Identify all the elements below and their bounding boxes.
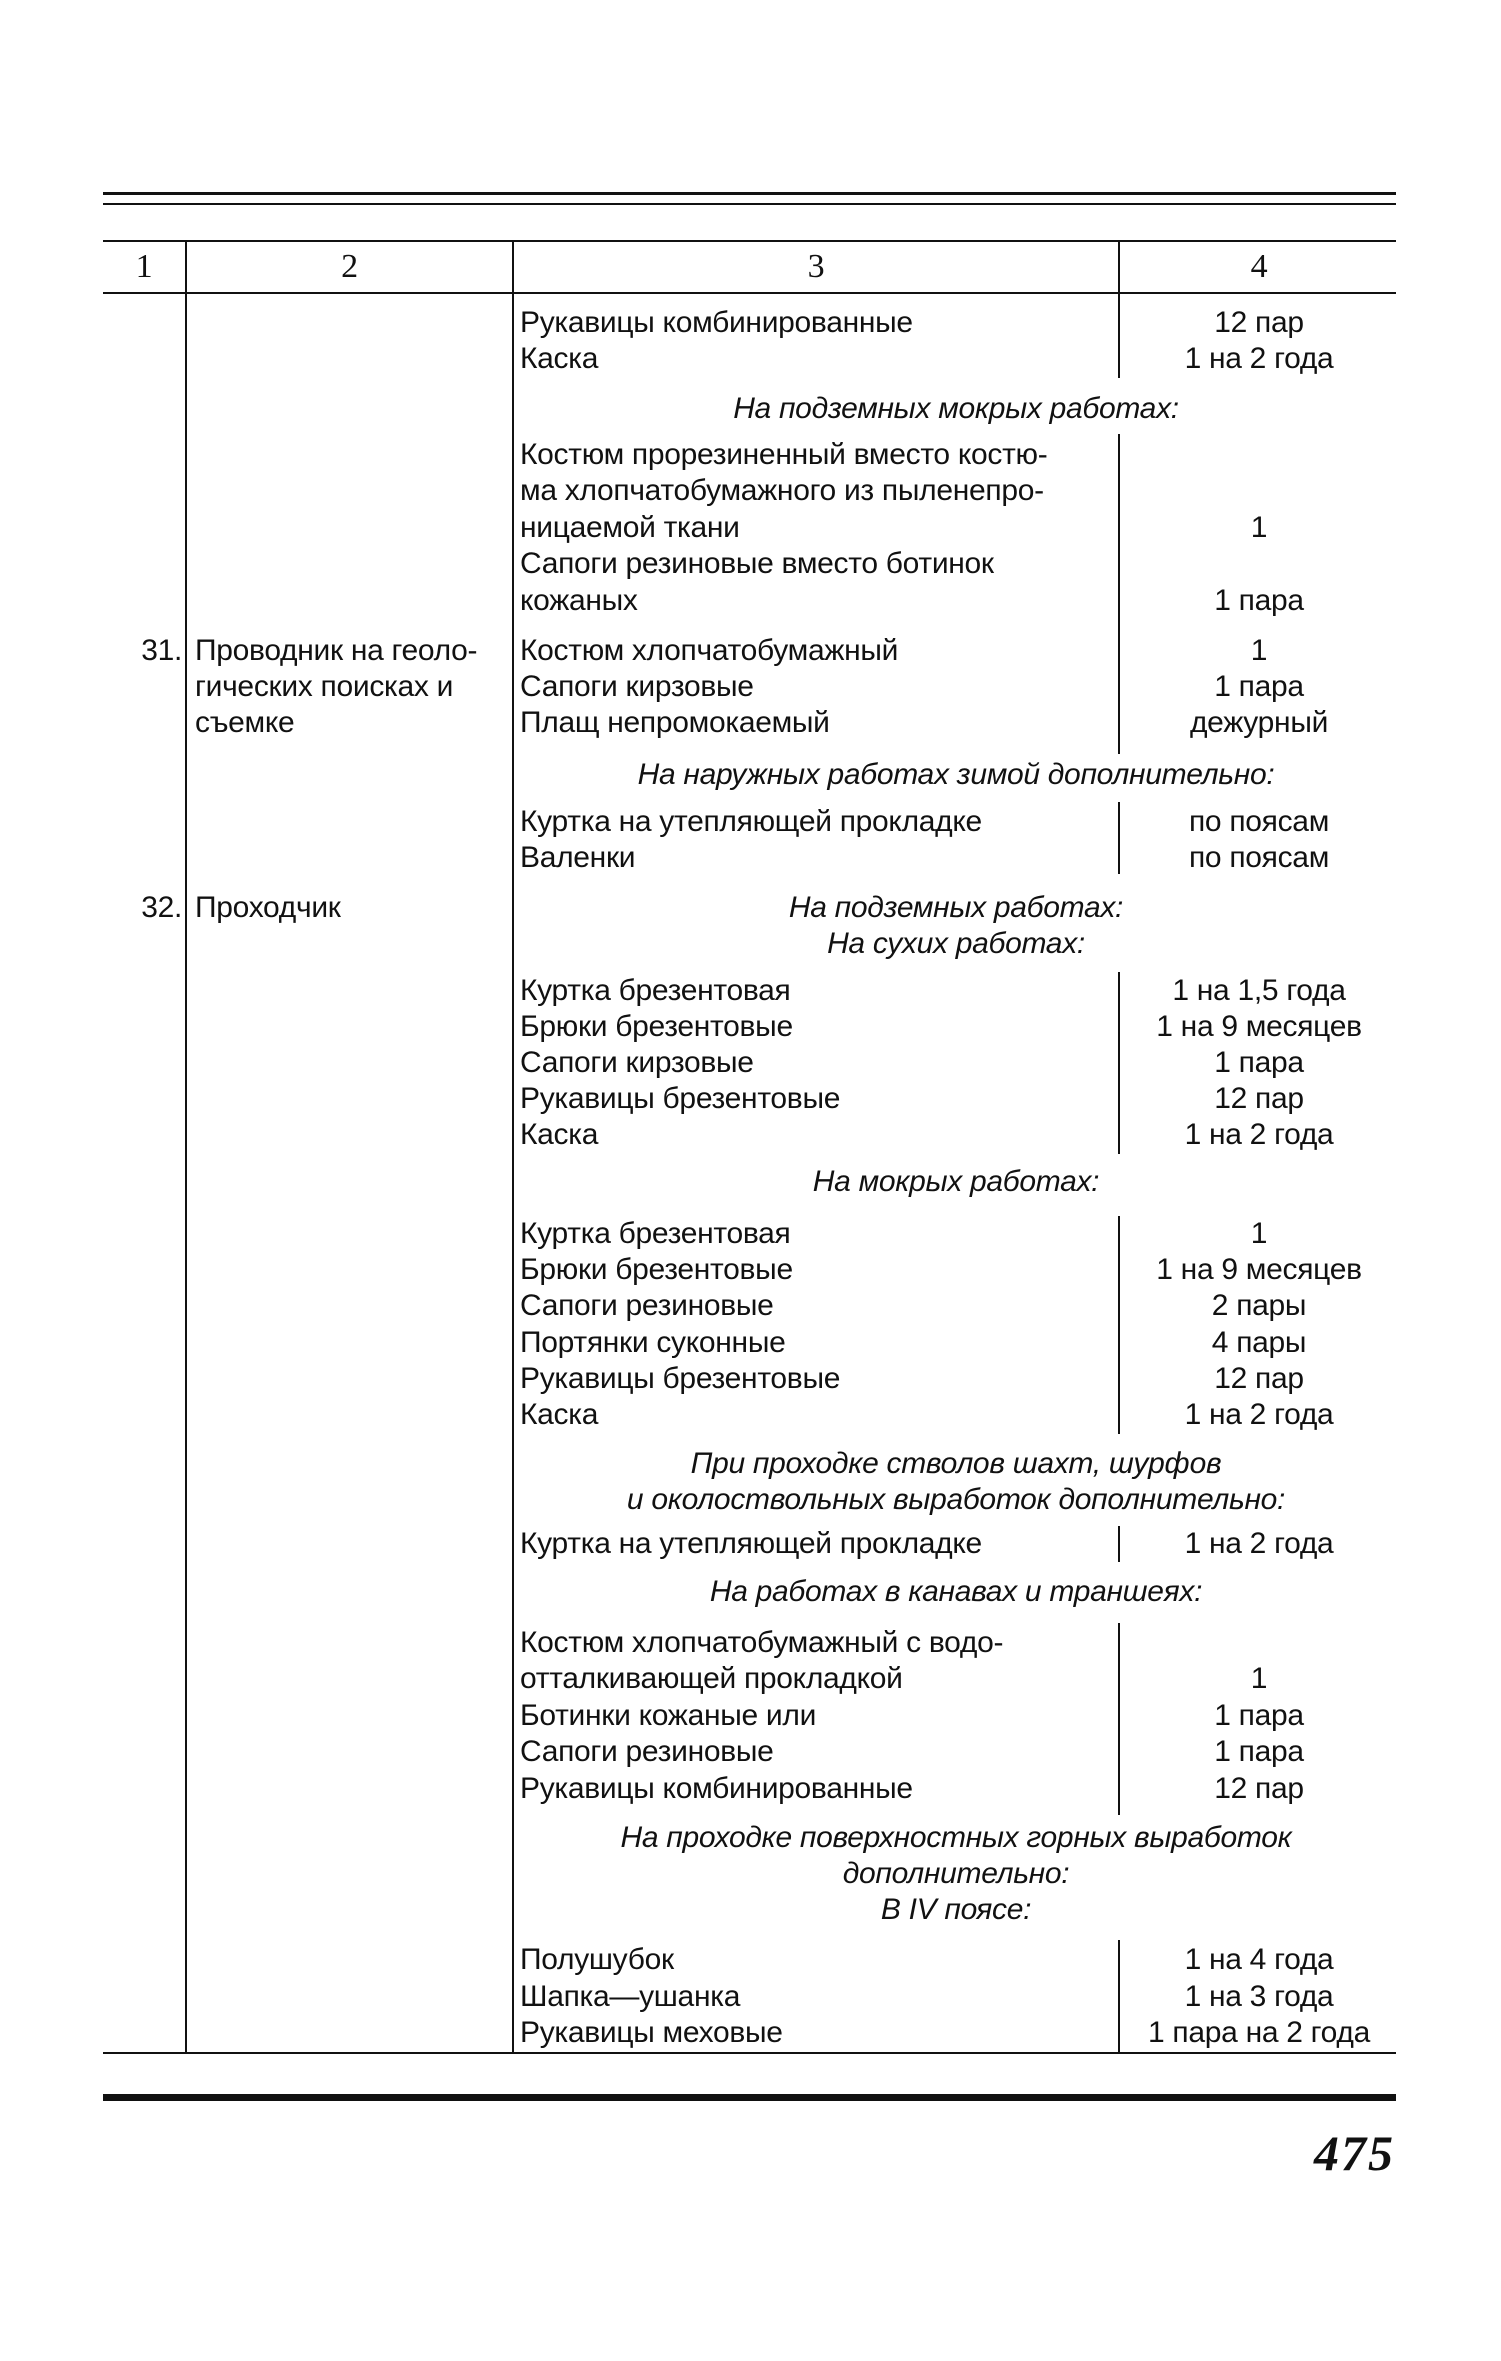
- header-col-1: 1: [135, 248, 153, 285]
- row-24-item: Брюки брезентовые: [520, 1253, 793, 1286]
- row-41-item: Полушубок: [520, 1943, 674, 1976]
- section-heading: На работах в канавах и траншеях:: [709, 1575, 1203, 1608]
- row-1-norm: 12 пар: [1214, 306, 1304, 339]
- header-top-line: [103, 240, 1396, 242]
- row-24-norm: 1 на 9 месяцев: [1156, 1253, 1362, 1286]
- row-21-item: Каска: [520, 1118, 599, 1151]
- row-9-item: Костюм хлопчатобумажный: [520, 634, 899, 667]
- row-4-item: Костюм прорезиненный вместо костю-: [520, 438, 1048, 471]
- row-25-norm: 2 пары: [1211, 1289, 1307, 1322]
- header-col-4: 4: [1250, 248, 1268, 285]
- row-23-norm: 1: [1250, 1217, 1268, 1250]
- section-heading: На подземных работах:: [788, 891, 1124, 924]
- row-20-norm: 12 пар: [1214, 1082, 1304, 1115]
- row-27-norm: 12 пар: [1214, 1362, 1304, 1395]
- row-11-norm: дежурный: [1189, 706, 1329, 739]
- row-35-norm: 1 пара: [1214, 1699, 1304, 1732]
- row-17-item: Куртка брезентовая: [520, 974, 791, 1007]
- row-35-item: Ботинки кожаные или: [520, 1699, 817, 1732]
- row-31-item: Куртка на утепляющей прокладке: [520, 1527, 982, 1560]
- row-9-profession: Проводник на геоло-: [195, 634, 478, 667]
- row-25-item: Сапоги резиновые: [520, 1289, 774, 1322]
- row-23-item: Куртка брезентовая: [520, 1217, 791, 1250]
- section-heading: дополнительно:: [842, 1857, 1070, 1890]
- header-col-3: 3: [807, 248, 825, 285]
- section-heading: На проходке поверхностных горных выработок: [620, 1821, 1292, 1854]
- page-number: 475: [1314, 2125, 1395, 2181]
- section-heading: При проходке стволов шахт, шурфов: [690, 1447, 1222, 1480]
- header-col-2: 2: [341, 248, 358, 285]
- row-28-norm: 1 на 2 года: [1184, 1398, 1334, 1431]
- row-41-norm: 1 на 4 года: [1184, 1943, 1334, 1976]
- top-rule-1: [103, 192, 1396, 195]
- row-10-item: Сапоги кирзовые: [520, 670, 754, 703]
- table-bottom-line: [103, 2052, 1396, 2054]
- row-7-item: Сапоги резиновые вместо ботинок: [520, 547, 994, 580]
- row-1-item: Рукавицы комбинированные: [520, 306, 913, 339]
- section-heading: В IV поясе:: [880, 1893, 1032, 1926]
- col4-separator-header: [1118, 240, 1120, 294]
- row-2-norm: 1 на 2 года: [1184, 342, 1334, 375]
- col-separator-1: [185, 240, 187, 2052]
- row-27-item: Рукавицы брезентовые: [520, 1362, 841, 1395]
- row-8-item: кожаных: [520, 584, 638, 617]
- row-42-norm: 1 на 3 года: [1184, 1980, 1334, 2013]
- row-10-profession: гических поисках и: [195, 670, 454, 703]
- row-11-profession: съемке: [195, 706, 295, 739]
- section-heading: и околоствольных выработок дополнительно:: [626, 1483, 1286, 1516]
- row-5-item: ма хлопчатобумажного из пыленепро-: [520, 474, 1044, 507]
- row-43-norm: 1 пара на 2 года: [1148, 2016, 1370, 2049]
- row-26-norm: 4 пары: [1211, 1326, 1307, 1359]
- row-33-item: Костюм хлопчатобумажный с водо-: [520, 1626, 1004, 1659]
- row-6-item: ницаемой ткани: [520, 511, 740, 544]
- row-31-norm: 1 на 2 года: [1184, 1527, 1334, 1560]
- header-bottom-line: [103, 292, 1396, 294]
- row-15-profession: Проходчик: [195, 891, 341, 924]
- row-28-item: Каска: [520, 1398, 599, 1431]
- row-43-item: Рукавицы меховые: [520, 2016, 783, 2049]
- row-13-norm: по поясам: [1188, 805, 1330, 838]
- row-9-number: 31.: [141, 634, 182, 667]
- col-separator-2: [512, 240, 514, 2052]
- row-34-item: отталкивающей прокладкой: [520, 1662, 903, 1695]
- row-15-number: 32.: [141, 891, 182, 924]
- section-heading: На мокрых работах:: [812, 1165, 1100, 1198]
- row-36-norm: 1 пара: [1214, 1735, 1304, 1768]
- row-37-item: Рукавицы комбинированные: [520, 1772, 913, 1805]
- row-9-norm: 1: [1250, 634, 1268, 667]
- row-34-norm: 1: [1250, 1662, 1268, 1695]
- row-13-item: Куртка на утепляющей прокладке: [520, 805, 982, 838]
- row-11-item: Плащ непромокаемый: [520, 706, 830, 739]
- row-17-norm: 1 на 1,5 года: [1172, 974, 1346, 1007]
- row-18-item: Брюки брезентовые: [520, 1010, 793, 1043]
- row-21-norm: 1 на 2 года: [1184, 1118, 1334, 1151]
- row-2-item: Каска: [520, 342, 599, 375]
- section-heading: На наружных работах зимой дополнительно:: [637, 758, 1275, 791]
- row-19-item: Сапоги кирзовые: [520, 1046, 754, 1079]
- row-42-item: Шапка—ушанка: [520, 1980, 741, 2013]
- row-19-norm: 1 пара: [1214, 1046, 1304, 1079]
- row-37-norm: 12 пар: [1214, 1772, 1304, 1805]
- section-heading: На подземных мокрых работах:: [733, 392, 1179, 425]
- row-6-norm: 1: [1250, 511, 1268, 544]
- row-36-item: Сапоги резиновые: [520, 1735, 774, 1768]
- row-18-norm: 1 на 9 месяцев: [1156, 1010, 1362, 1043]
- row-8-norm: 1 пара: [1214, 584, 1304, 617]
- row-14-norm: по поясам: [1188, 841, 1330, 874]
- row-26-item: Портянки суконные: [520, 1326, 786, 1359]
- row-10-norm: 1 пара: [1214, 670, 1304, 703]
- footer-thick-rule: [103, 2094, 1396, 2101]
- section-heading: На сухих работах:: [827, 927, 1085, 960]
- top-rule-2: [103, 203, 1396, 205]
- row-14-item: Валенки: [520, 841, 636, 874]
- row-20-item: Рукавицы брезентовые: [520, 1082, 841, 1115]
